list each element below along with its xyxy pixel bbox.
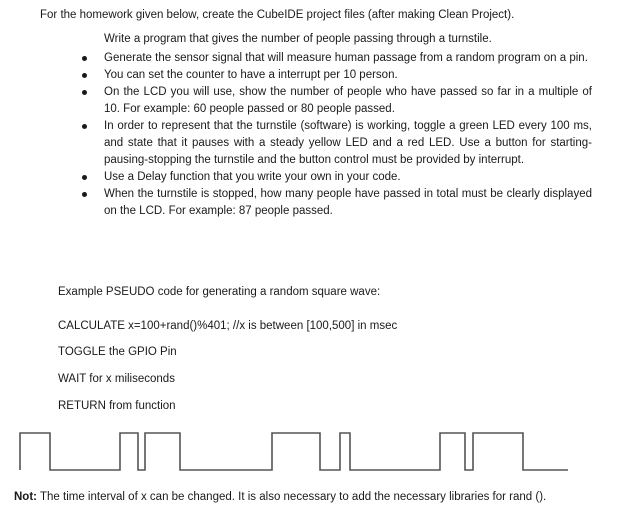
pseudo-code-line: CALCULATE x=100+rand()%401; //x is between [100,500] in msec — [58, 320, 398, 332]
list-item: You can set the counter to have a interrupt per 10 person. — [80, 67, 592, 84]
bullet-icon — [82, 56, 87, 61]
list-item: In order to represent that the turnstile (software) is working, toggle a green LED every 100 ms, and state that it pauses with a steady yellow LED and a red LED. Use a button for starting-pausing-stopping the turnstile and the button control must be provided by interrupt. — [80, 118, 592, 169]
bullet-icon — [82, 90, 87, 95]
bullet-icon — [82, 73, 87, 78]
lead-text: Write a program that gives the number of people passing through a turnstile. — [104, 33, 492, 45]
note-text — [14, 489, 574, 506]
square-wave-signal — [20, 433, 568, 470]
list-item: When the turnstile is stopped, how many people have passed in total must be clearly displayed on the LCD. For example: 87 people passed. — [80, 186, 592, 220]
note-label: Not: — [14, 491, 37, 503]
requirements-list — [80, 50, 592, 220]
bullet-icon — [82, 175, 87, 180]
pseudo-code-title: Example PSEUDO code for generating a random square wave: — [58, 286, 381, 298]
list-item: Use a Delay function that you write your own in your code. — [80, 169, 592, 186]
list-item: Generate the sensor signal that will measure human passage from a random program on a pin. — [80, 50, 592, 67]
bullet-icon — [82, 192, 87, 197]
pseudo-code-line: TOGGLE the GPIO Pin — [58, 346, 177, 358]
bullet-icon — [82, 124, 87, 129]
list-item: On the LCD you will use, show the number of people who have passed so far in a multiple of 10. For example: 60 people passed or 80 people passed. — [80, 84, 592, 118]
pseudo-code-line: WAIT for x miliseconds — [58, 373, 175, 385]
intro-text: For the homework given below, create the CubeIDE project files (after making Clean Project). — [40, 9, 515, 21]
note-body: The time interval of x can be changed. It is also necessary to add the necessary libraries for rand (). — [37, 491, 547, 503]
square-wave-diagram — [0, 420, 624, 480]
pseudo-code-line: RETURN from function — [58, 400, 176, 412]
